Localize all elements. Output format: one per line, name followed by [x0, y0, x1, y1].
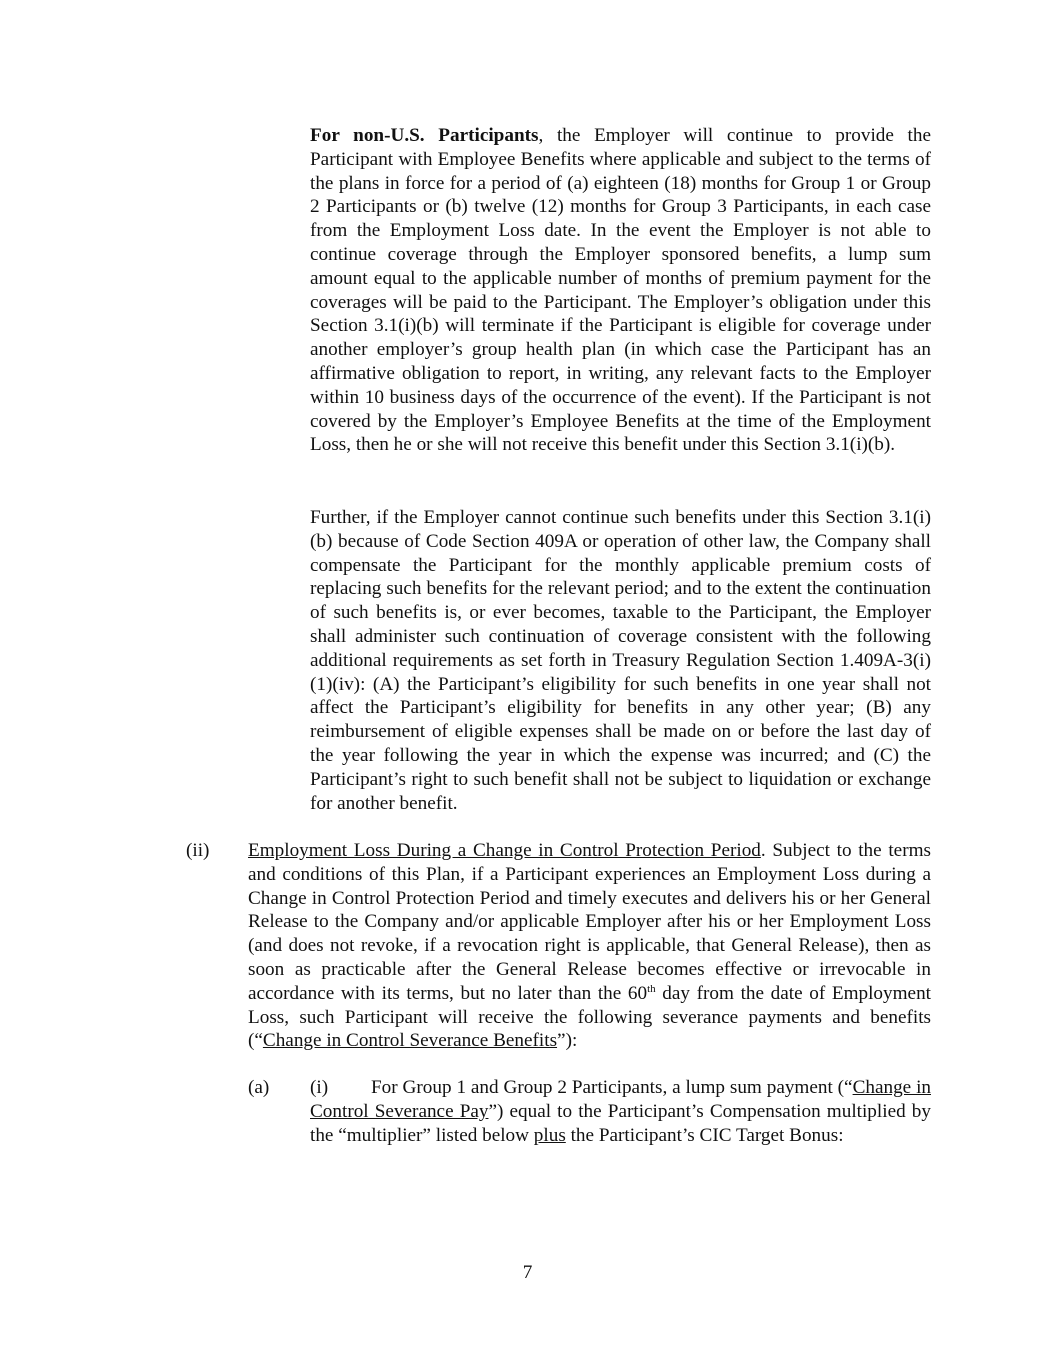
section-ii-heading: Employment Loss During a Change in Control Protection Period: [248, 840, 761, 861]
paragraph-text: Further, if the Employer cannot continue such benefits under this Section 3.1(i)(b) because of Code Section 409A or operation of other law, the Company shall compensate the Participant for the monthly applicable premium costs of replacing such benefits for the relevant period; and to the extent the continuation of such benefits is, or ever becomes, taxable to the Participant, the Employer shall administer such continuation of coverage consistent with the following additional requirements as set forth in Treasury Regulation Section 1.409A-3(i)(1)(iv): (A) the Participant’s eligibility for such benefits in one year shall not affect the Participant’s eligibility for benefits in any other year; (B) any reimbursement of eligible expenses shall be made on or before the last day of the year following the year in which the expense was incurred; and (C) the Participant’s right to such benefit shall not be subject to liquidation or exchange for another benefit.: [310, 507, 931, 814]
paragraph-text: For Group 1 and Group 2 Participants, a lump sum payment (“: [371, 1077, 853, 1098]
paragraph-further: [310, 506, 931, 815]
paragraph-text: the Participant’s CIC Target Bonus:: [565, 1124, 844, 1146]
bold-lead: For non-U.S. Participants: [310, 125, 539, 146]
defined-term: Change in Control Severance Pay: [310, 1077, 931, 1122]
emphasis-plus: plus: [533, 1124, 566, 1146]
section-ii-label: (ii): [186, 840, 210, 861]
item-a-label: (a): [248, 1077, 270, 1098]
item-a-sub-label: (i): [310, 1077, 329, 1098]
paragraph-text: , the Employer will continue to provide the Participant with Employee Benefits where applicable and subject to the terms of the plans in force for a period of (a) eighteen (18) months for Group 1 or Group 2 Participants or (b) twelve (12) months for Group 3 Participants, in each case from the Employment Loss date. In the event the Employer is not able to continue coverage through the Employer sponsored benefits, a lump sum amount equal to the applicable number of months of premium payment for the coverages will be paid to the Participant. The Employer’s obligation under this Section 3.1(i)(b) will terminate if the Participant is eligible for coverage under another employer’s group health plan (in which case the Participant has an affirmative obligation to report, in writing, any relevant facts to the Employer within 10 business days of the occurrence of the event). If the Participant is not covered by the Employer’s Employee Benefits at the time of the Employment Loss, then he or she will not receive this benefit under this Section 3.1(i)(b).: [310, 125, 931, 456]
paragraph-non-us-participants: [310, 124, 931, 457]
superscript-ordinal: th: [647, 982, 656, 995]
paragraph-text: ”):: [557, 1030, 578, 1052]
page-number: 7: [522, 1262, 533, 1283]
defined-term: Change in Control Severance Benefits: [262, 1030, 558, 1052]
paragraph-text: ”) equal to the Participant’s Compensation multiplied by the “multiplier” listed below: [310, 1100, 931, 1146]
paragraph-section-ii: [248, 839, 931, 1053]
paragraph-text: . Subject to the terms and conditions of this Plan, if a Participant experiences an Employment Loss during a Change in Control Protection Period and timely executes and delivers his or her General Release to the Company and/or applicable Employer after his or her Employment Loss (and does not revoke, if a revocation right is applicable, that General Release), then as soon as practicable after the General Release becomes effective or irrevocable in accordance with its terms, but no later than the 60: [248, 840, 931, 1004]
paragraph-text: day from the date of Employment Loss, such Participant will receive the following severance payments and benefits (“: [248, 982, 931, 1052]
paragraph-item-a: [310, 1076, 931, 1147]
